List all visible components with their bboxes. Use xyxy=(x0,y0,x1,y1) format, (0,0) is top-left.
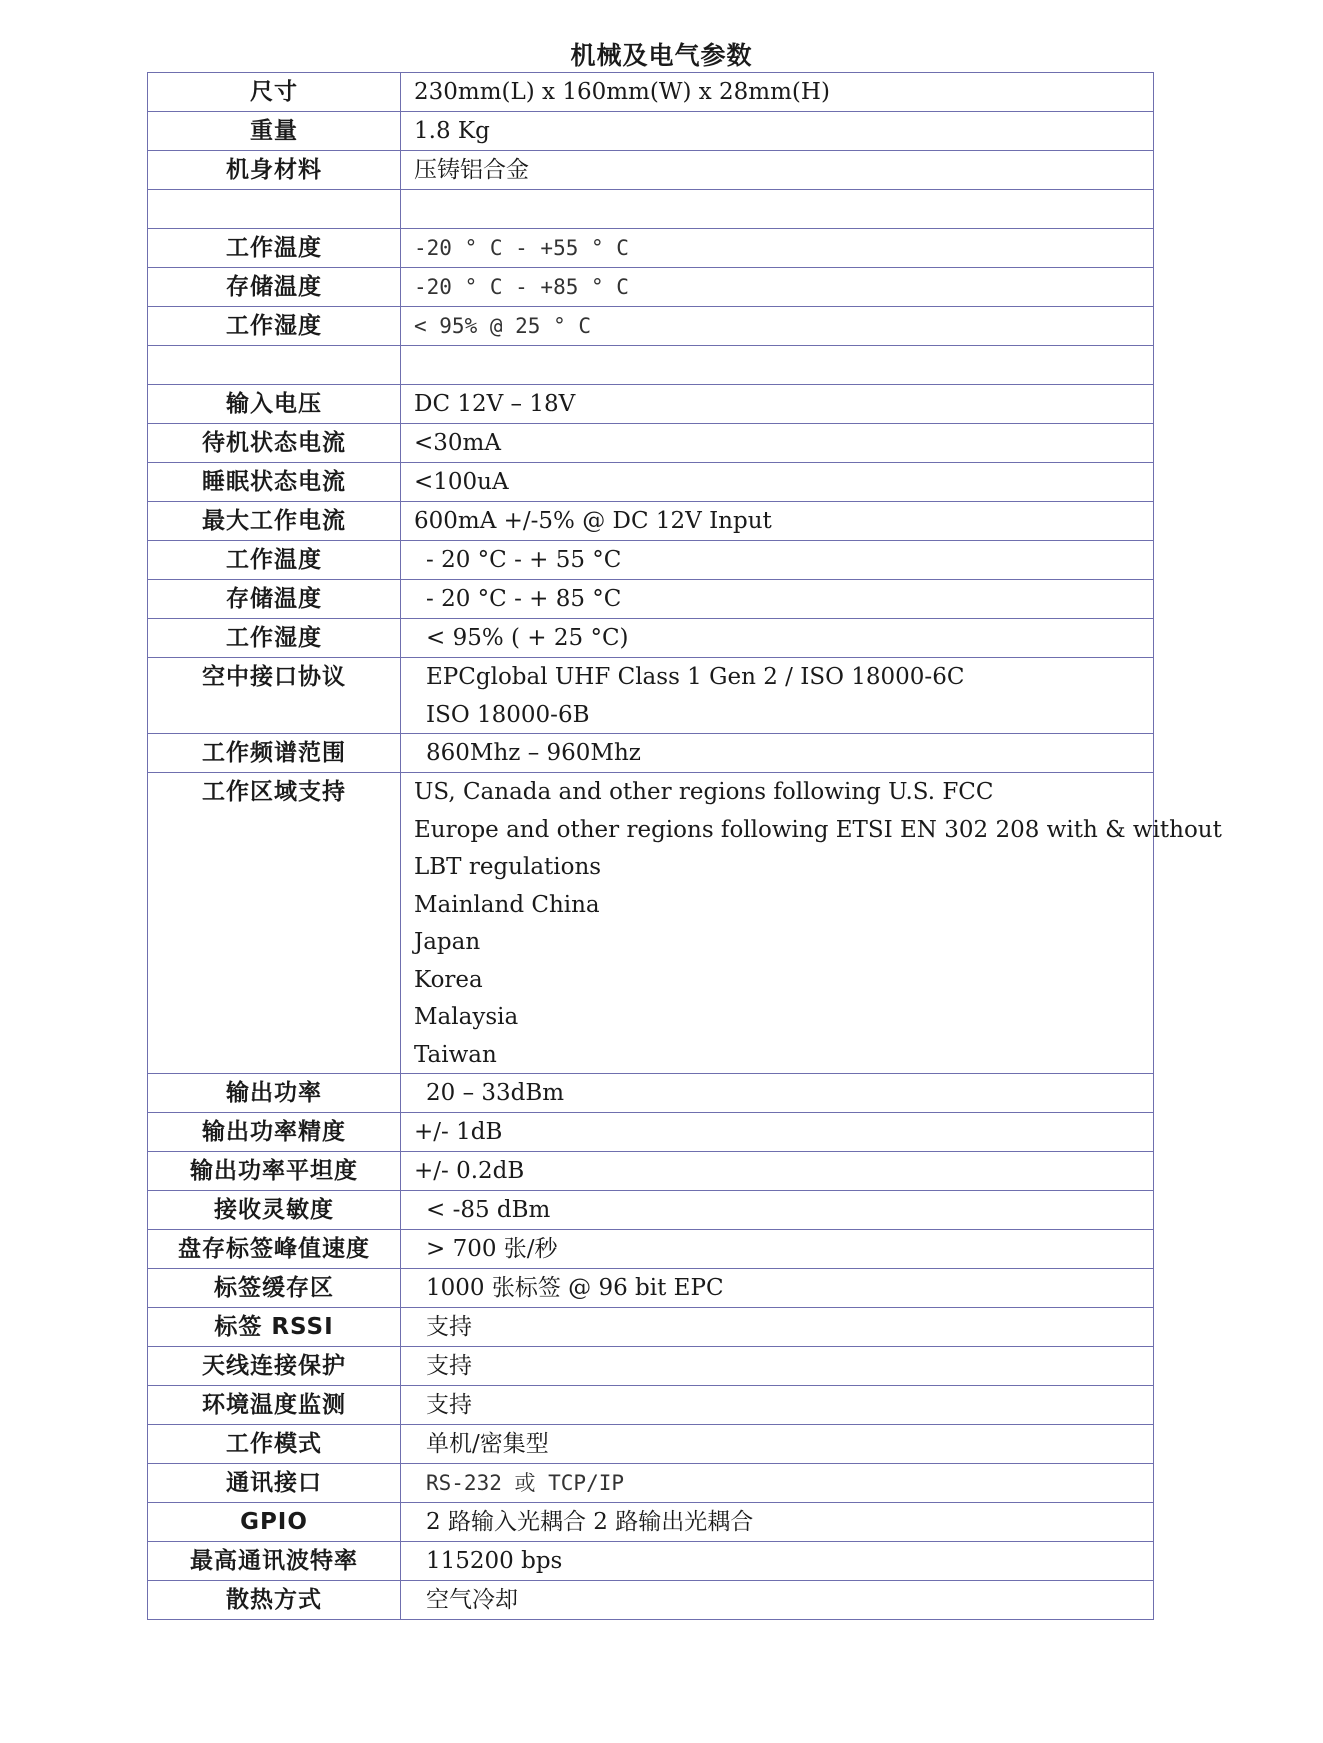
row-value xyxy=(401,424,1154,463)
spec-table xyxy=(147,72,1222,1620)
value-line xyxy=(414,190,1153,228)
table-row xyxy=(148,1074,1154,1113)
value-line: 压铸铝合金 xyxy=(414,157,529,183)
row-label: 盘存标签峰值速度 xyxy=(148,1230,401,1269)
row-value xyxy=(401,229,1154,268)
row-label xyxy=(148,190,401,229)
row-value xyxy=(401,1464,1154,1503)
table-row xyxy=(148,151,1154,190)
value-line: DC 12V – 18V xyxy=(414,391,576,417)
value-line: 支持 xyxy=(426,1314,472,1340)
row-value xyxy=(401,190,1154,229)
value-line: 20 – 33dBm xyxy=(426,1080,565,1106)
row-label xyxy=(148,346,401,385)
value-line: EPCglobal UHF Class 1 Gen 2 / ISO 18000-6C xyxy=(426,664,965,690)
value-line: Korea xyxy=(414,966,483,993)
value-line: Taiwan xyxy=(414,1041,497,1068)
table-row xyxy=(148,1503,1154,1542)
row-label: 尺寸 xyxy=(148,73,401,112)
row-value xyxy=(401,112,1154,151)
row-value xyxy=(401,307,1154,346)
value-line: 单机/密集型 xyxy=(426,1431,549,1457)
value-line: Malaysia xyxy=(414,1004,519,1030)
row-value xyxy=(401,346,1154,385)
row-label: 标签 RSSI xyxy=(148,1308,401,1347)
value-line: - 20 °C - + 55 °C xyxy=(426,547,622,573)
value-line: 860Mhz – 960Mhz xyxy=(426,740,641,766)
value-line: -20 ° C - +85 ° C xyxy=(414,275,629,299)
table-row xyxy=(148,73,1154,112)
value-line: ISO 18000-6B xyxy=(426,701,590,728)
value-line: 2 路输入光耦合 2 路输出光耦合 xyxy=(426,1509,754,1535)
table-row xyxy=(148,1542,1154,1581)
table-row xyxy=(148,1152,1154,1191)
row-label: 机身材料 xyxy=(148,151,401,190)
row-label: 输出功率 xyxy=(148,1074,401,1113)
row-value xyxy=(401,385,1154,424)
row-value xyxy=(401,463,1154,502)
row-label: 工作温度 xyxy=(148,541,401,580)
value-line: 空气冷却 xyxy=(426,1587,518,1613)
value-line: -20 ° C - +55 ° C xyxy=(414,236,629,260)
table-row xyxy=(148,1308,1154,1347)
table-row xyxy=(148,1347,1154,1386)
row-value xyxy=(401,580,1154,619)
table-row xyxy=(148,658,1154,734)
row-label: 工作频谱范围 xyxy=(148,734,401,773)
row-value xyxy=(401,541,1154,580)
row-label: 输出功率平坦度 xyxy=(148,1152,401,1191)
value-line: < 95% @ 25 ° C xyxy=(414,314,592,338)
value-line: < -85 dBm xyxy=(426,1197,551,1223)
row-label: 睡眠状态电流 xyxy=(148,463,401,502)
value-line: < 95% ( + 25 °C) xyxy=(426,625,629,651)
row-label: 工作模式 xyxy=(148,1425,401,1464)
row-label: 标签缓存区 xyxy=(148,1269,401,1308)
table-row xyxy=(148,734,1154,773)
value-line: - 20 °C - + 85 °C xyxy=(426,586,622,612)
value-line: 230mm(L) x 160mm(W) x 28mm(H) xyxy=(414,79,830,105)
row-value xyxy=(401,502,1154,541)
row-label: 存储温度 xyxy=(148,580,401,619)
value-line: US, Canada and other regions following U.S. FCC xyxy=(414,779,994,805)
value-line: LBT regulations xyxy=(414,854,602,880)
row-label: 输入电压 xyxy=(148,385,401,424)
row-value xyxy=(401,1113,1154,1152)
row-value xyxy=(401,658,1154,734)
row-label: 最大工作电流 xyxy=(148,502,401,541)
table-row xyxy=(148,112,1154,151)
row-value xyxy=(401,1152,1154,1191)
table-row xyxy=(148,1113,1154,1152)
row-label: 输出功率精度 xyxy=(148,1113,401,1152)
row-value xyxy=(401,1581,1154,1620)
row-value xyxy=(401,1542,1154,1581)
table-row xyxy=(148,463,1154,502)
table-row xyxy=(148,1425,1154,1464)
table-row xyxy=(148,541,1154,580)
row-label: 环境温度监测 xyxy=(148,1386,401,1425)
row-label: 工作温度 xyxy=(148,229,401,268)
value-line: 1000 张标签 @ 96 bit EPC xyxy=(426,1275,724,1301)
table-row xyxy=(148,773,1154,1074)
table-row xyxy=(148,1230,1154,1269)
value-line: Europe and other regions following ETSI EN 302 208 with & without xyxy=(414,816,1222,843)
row-label: 存储温度 xyxy=(148,268,401,307)
row-label: 待机状态电流 xyxy=(148,424,401,463)
value-line: Mainland China xyxy=(414,891,600,918)
table-row xyxy=(148,307,1154,346)
value-line: 1.8 Kg xyxy=(414,118,490,144)
value-line: +/- 1dB xyxy=(414,1119,503,1145)
table-row xyxy=(148,346,1154,385)
row-value xyxy=(401,1191,1154,1230)
table-row xyxy=(148,619,1154,658)
row-label: 最高通讯波特率 xyxy=(148,1542,401,1581)
row-value xyxy=(401,1503,1154,1542)
value-line: 支持 xyxy=(426,1392,472,1418)
value-line: 115200 bps xyxy=(426,1548,563,1574)
value-line: RS-232 或 TCP/IP xyxy=(426,1471,625,1495)
row-value xyxy=(401,1230,1154,1269)
row-value xyxy=(401,619,1154,658)
value-line: <30mA xyxy=(414,430,501,456)
row-value xyxy=(401,1308,1154,1347)
row-value xyxy=(401,1425,1154,1464)
row-label: 工作区域支持 xyxy=(148,773,401,1074)
table-row xyxy=(148,580,1154,619)
row-value xyxy=(401,734,1154,773)
row-label: 工作湿度 xyxy=(148,619,401,658)
document-title: 机械及电气参数 xyxy=(570,41,753,70)
table-row xyxy=(148,1464,1154,1503)
table-row xyxy=(148,1386,1154,1425)
table-row xyxy=(148,229,1154,268)
row-label: 通讯接口 xyxy=(148,1464,401,1503)
row-label: 天线连接保护 xyxy=(148,1347,401,1386)
row-value xyxy=(401,73,1154,112)
row-label: GPIO xyxy=(148,1503,401,1542)
value-line: <100uA xyxy=(414,469,509,495)
value-line xyxy=(414,346,1153,384)
table-row xyxy=(148,385,1154,424)
table-row xyxy=(148,1191,1154,1230)
value-line: > 700 张/秒 xyxy=(426,1236,558,1262)
row-label: 重量 xyxy=(148,112,401,151)
row-label: 空中接口协议 xyxy=(148,658,401,734)
row-label: 接收灵敏度 xyxy=(148,1191,401,1230)
row-value xyxy=(401,1074,1154,1113)
row-label: 工作湿度 xyxy=(148,307,401,346)
row-value xyxy=(401,268,1154,307)
table-row xyxy=(148,1581,1154,1620)
table-row xyxy=(148,268,1154,307)
row-value xyxy=(401,773,1222,1074)
row-value xyxy=(401,1386,1154,1425)
row-value xyxy=(401,1347,1154,1386)
value-line: Japan xyxy=(414,929,481,955)
table-row xyxy=(148,502,1154,541)
row-value xyxy=(401,1269,1154,1308)
value-line: +/- 0.2dB xyxy=(414,1158,525,1184)
table-row xyxy=(148,1269,1154,1308)
value-line: 600mA +/-5% @ DC 12V Input xyxy=(414,508,772,534)
value-line: 支持 xyxy=(426,1353,472,1379)
table-row xyxy=(148,190,1154,229)
spec-table-body xyxy=(148,73,1222,1620)
row-value xyxy=(401,151,1154,190)
row-label: 散热方式 xyxy=(148,1581,401,1620)
table-row xyxy=(148,424,1154,463)
